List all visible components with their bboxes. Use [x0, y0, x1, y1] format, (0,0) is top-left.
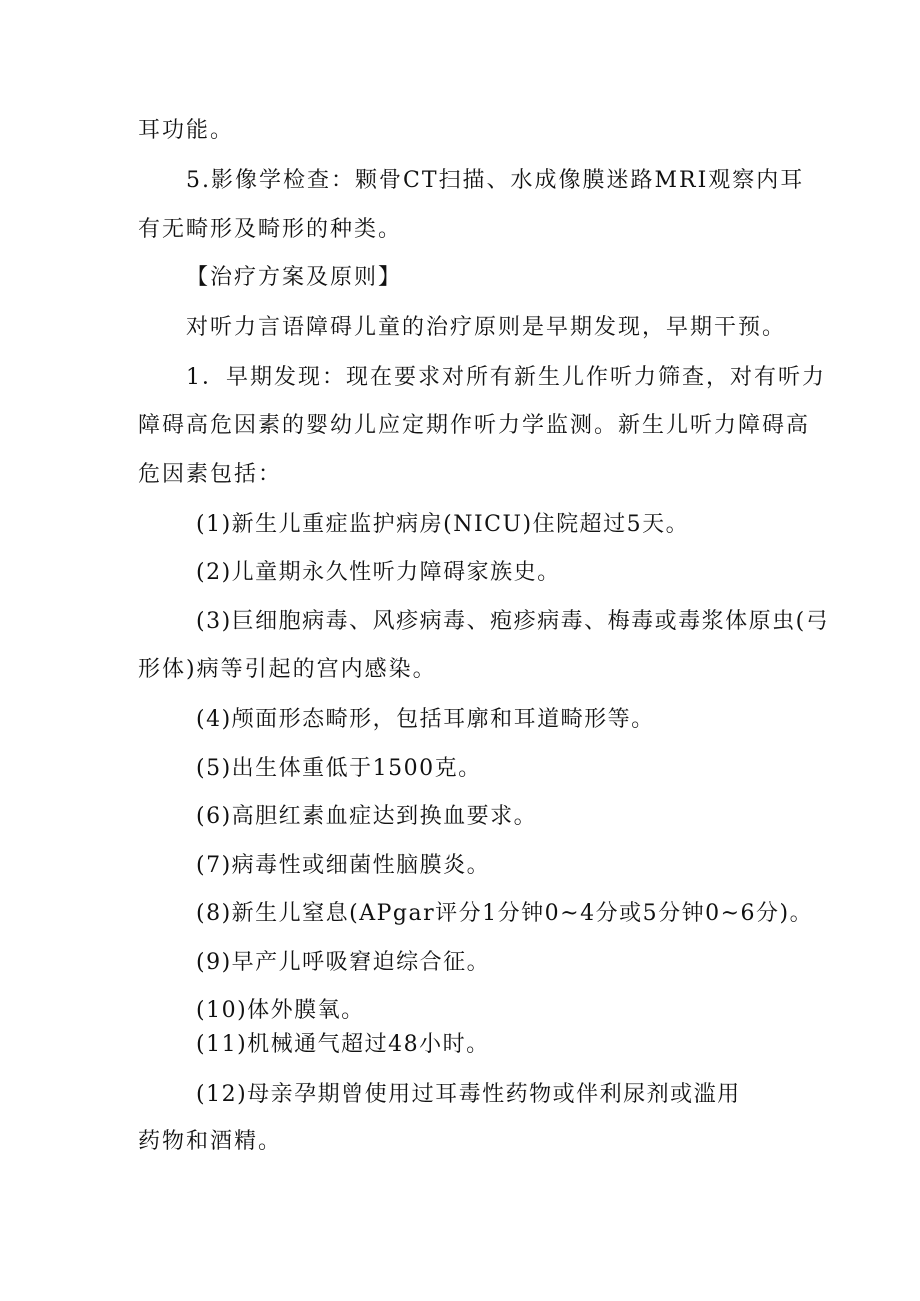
list-item-2: (2)儿童期永久性听力障碍家族史。: [196, 560, 561, 585]
list-item-6: (6)高胆红素血症达到换血要求。: [196, 804, 538, 829]
text-line-early-detection-cont1: 障碍高危因素的婴幼儿应定期作听力学监测。新生儿听力障碍高: [138, 413, 811, 438]
list-item-1: (1)新生儿重症监护病房(NICU)住院超过5天。: [196, 512, 690, 537]
text-line-ear-function: 耳功能。: [138, 118, 235, 143]
list-item-12-cont: 药物和酒精。: [138, 1129, 283, 1154]
list-item-9: (9)早产儿呼吸窘迫综合征。: [196, 950, 491, 975]
text-line-imaging-exam-cont: 有无畸形及畸形的种类。: [138, 217, 403, 242]
text-line-imaging-exam: 5.影像学检查：颗骨CT扫描、水成像膜迷路MRI观察内耳: [186, 168, 805, 193]
text-line-early-detection-cont2: 危因素包括：: [138, 462, 283, 487]
section-heading-treatment: 【治疗方案及原则】: [186, 265, 403, 290]
list-item-5: (5)出生体重低于1500克。: [196, 756, 482, 781]
list-item-10: (10)体外膜氧。: [196, 998, 365, 1023]
text-line-treatment-principle: 对听力言语障碍儿童的治疗原则是早期发现，早期干预。: [186, 315, 787, 340]
list-item-12: (12)母亲孕期曾使用过耳毒性药物或伴利尿剂或滥用: [196, 1082, 741, 1107]
text-line-early-detection: 1．早期发现：现在要求对所有新生儿作听力筛查，对有听力: [186, 365, 826, 390]
list-item-4: (4)颅面形态畸形，包括耳廓和耳道畸形等。: [196, 707, 655, 732]
list-item-11: (11)机械通气超过48小时。: [196, 1032, 490, 1057]
list-item-8: (8)新生儿窒息(APgar评分1分钟0~4分或5分钟0~6分)。: [196, 901, 814, 926]
list-item-7: (7)病毒性或细菌性脑膜炎。: [196, 853, 491, 878]
list-item-3: (3)巨细胞病毒、风疹病毒、疱疹病毒、梅毒或毒浆体原虫(弓: [196, 609, 830, 634]
list-item-3-cont: 形体)病等引起的宫内感染。: [138, 657, 437, 682]
